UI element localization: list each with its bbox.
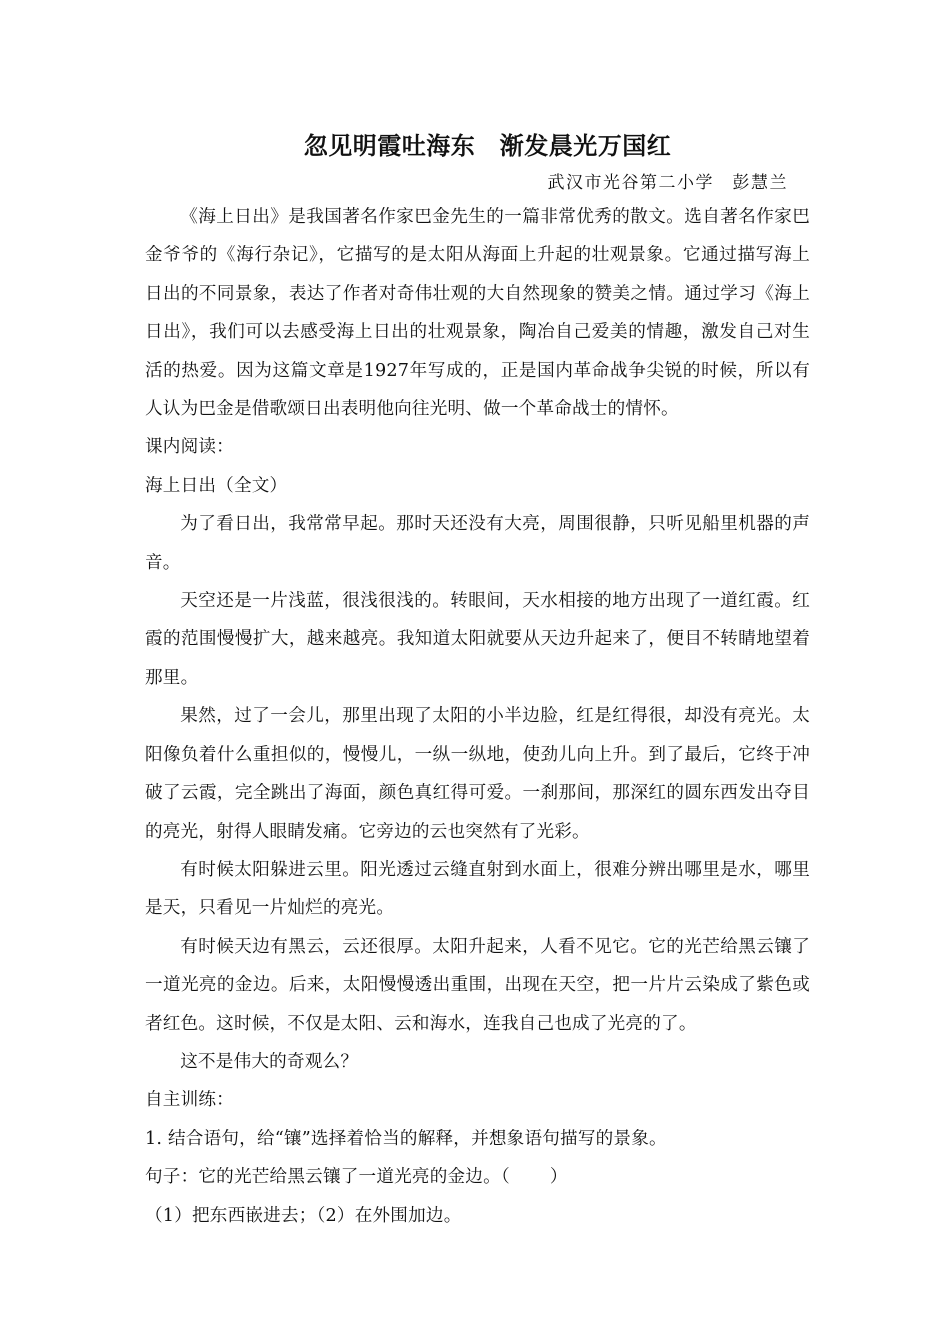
document-title: 忽见明霞吐海东 渐发晨光万国红 (303, 132, 672, 160)
sentence-suffix: ） (549, 1167, 568, 1188)
text-paragraph: 果然，过了一会儿，那里出现了太阳的小半边脸，红是红得很，却没有亮光。太阳像负着什么重担似的，慢慢儿，一纵一纵地，使劲儿向上升。到了最后，它终于冲破了云霞，完全跳出了海面，颜色真红得可爱。一刹那间，那深红的圆东西发出夺目的亮光，射得人眼睛发痛。它旁边的云也突然有了光彩。 (145, 706, 810, 842)
sentence-line (145, 1158, 810, 1196)
question-text: 1. 结合语句，给“镶”选择着恰当的解释，并想象语句描写的景象。 (145, 1128, 667, 1149)
section-label: 课内阅读： (145, 437, 234, 458)
text-title: 海上日出（全文） (145, 475, 288, 496)
text-paragraph: 天空还是一片浅蓝，很浅很浅的。转眼间，天水相接的地方出现了一道红霞。红霞的范围慢慢扩大，越来越亮。我知道太阳就要从天边升起来了，便目不转睛地望着那里。 (145, 591, 810, 688)
sentence-prefix: 句子：它的光芒给黑云镶了一道光亮的金边。（ (145, 1167, 510, 1188)
author-line: 武汉市光谷第二小学 彭慧兰 (547, 173, 788, 193)
options-line: （1）把东西嵌进去；（2）在外围加边。 (145, 1205, 462, 1226)
text-paragraph: 为了看日出，我常常早起。那时天还没有大亮，周围很静，只听见船里机器的声音。 (145, 514, 810, 573)
text-paragraph: 有时候太阳躲进云里。阳光透过云缝直射到水面上，很难分辨出哪里是水，哪里是天，只看见一片灿烂的亮光。 (145, 859, 810, 919)
text-paragraph: 有时候天边有黑云，云还很厚。太阳升起来，人看不见它。它的光芒给黑云镶了一道光亮的金边。后来，太阳慢慢透出重围，出现在天空，把一片片云染成了紫色或者红色。这时候，不仅是太阳、云和海水，连我自己也成了光亮的了。 (145, 936, 810, 1034)
exercise-label: 自主训练： (145, 1090, 234, 1111)
intro-paragraph: 《海上日出》是我国著名作家巴金先生的一篇非常优秀的散文。选自著名作家巴金爷爷的《海行杂记》，它描写的是太阳从海面上升起的壮观景象。它通过描写海上日出的不同景象，表达了作者对奇伟壮观的大自然现象的赞美之情。通过学习《海上日出》，我们可以去感受海上日出的壮观景象，陶冶自己爱美的情趣，激发自己对生活的热爱。因为这篇文章是1927年写成的，正是国内革命战争尖锐的时候，所以有人认为巴金是借歌颂日出表明他向往光明、做一个革命战士的情怀。 (145, 207, 810, 420)
text-paragraph: 这不是伟大的奇观么？ (180, 1051, 359, 1072)
document-page (145, 128, 810, 1235)
